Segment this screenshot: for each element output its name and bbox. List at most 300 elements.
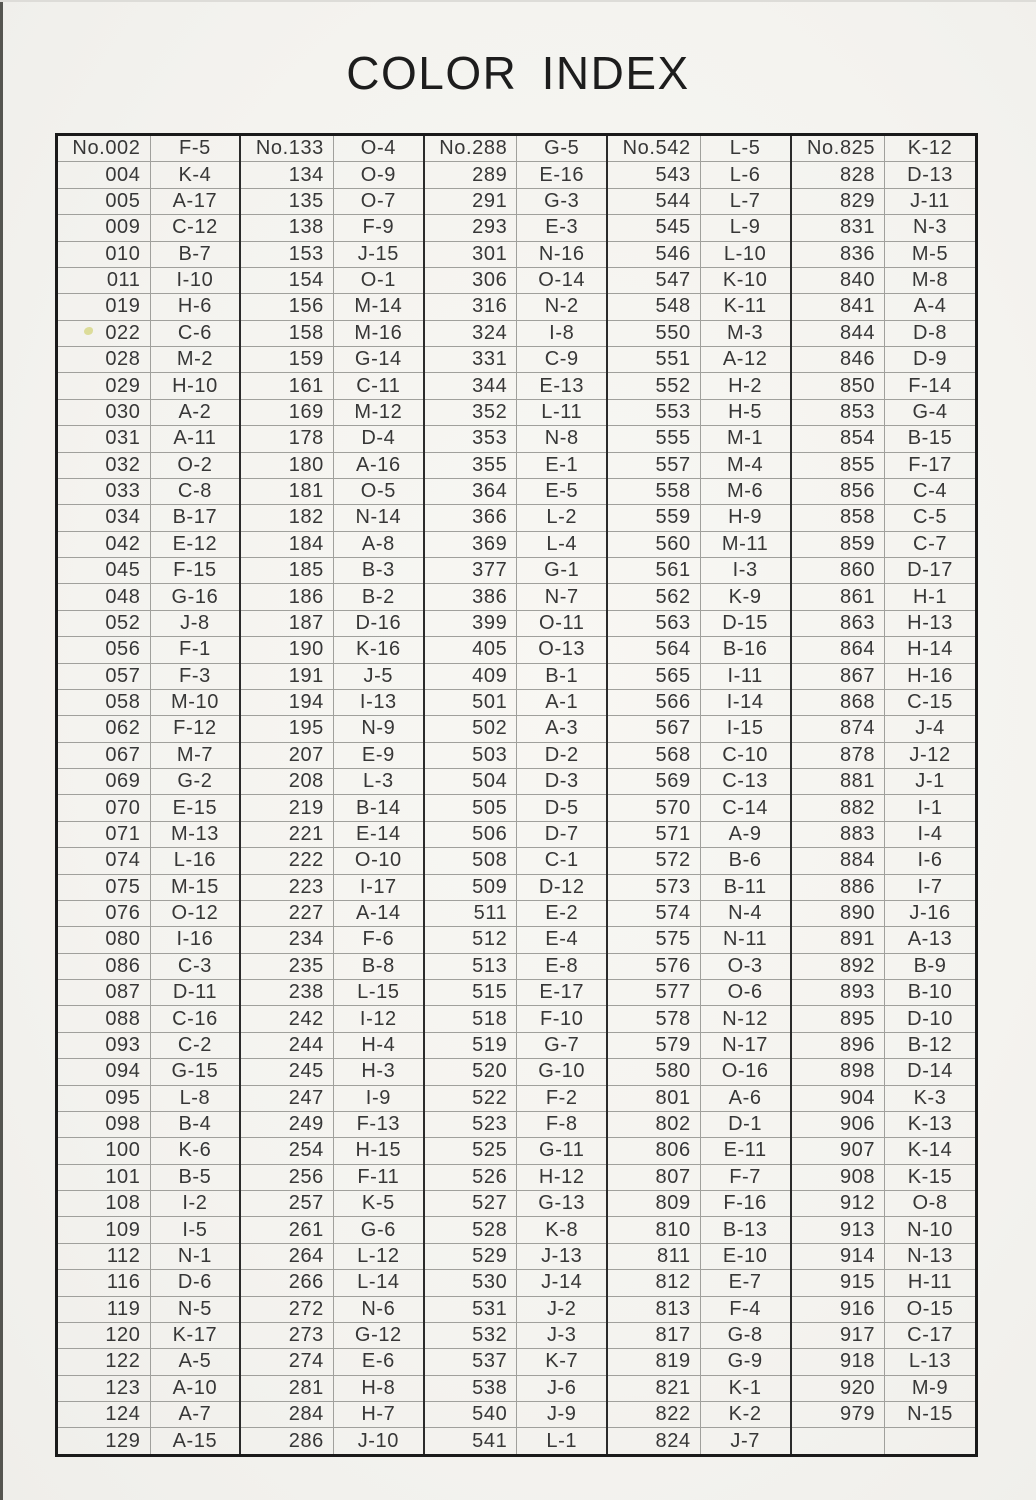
table-row [58, 268, 239, 294]
cell-color-number: 266 [241, 1270, 334, 1295]
table-row [792, 954, 975, 980]
cell-color-number: 898 [792, 1059, 886, 1084]
table-row [241, 690, 422, 716]
cell-color-number: 809 [608, 1191, 701, 1216]
cell-color-code: B-14 [356, 796, 401, 819]
cell-color-number: 274 [241, 1349, 334, 1374]
cell-color-code: D-10 [907, 1007, 953, 1030]
table-row [58, 189, 239, 215]
table-row [608, 795, 789, 821]
cell-color-code: B-2 [361, 585, 395, 608]
table-row [425, 1191, 606, 1217]
cell-color-code: A-16 [356, 453, 401, 476]
cell-color-code: C-2 [177, 1033, 212, 1056]
cell-color-number: 324 [425, 321, 518, 346]
cell-color-code: J-15 [357, 242, 399, 265]
cell-color-code: N-4 [728, 902, 763, 925]
table-row [58, 347, 239, 373]
cell-color-code: E-12 [172, 532, 218, 555]
scan-edge-left [0, 0, 3, 1500]
cell-color-number: 868 [792, 690, 886, 715]
cell-color-number: 301 [425, 242, 518, 267]
cell-color-code: H-10 [172, 374, 218, 397]
cell-color-number: 812 [608, 1270, 701, 1295]
cell-color-code: F-7 [729, 1165, 762, 1188]
cell-color-code: N-5 [177, 1297, 212, 1320]
cell-color-code: A-10 [172, 1376, 218, 1399]
cell-color-code: L-16 [173, 849, 217, 872]
cell-color-code: C-8 [177, 480, 212, 503]
cell-color-number: 538 [425, 1376, 518, 1401]
table-row [58, 1006, 239, 1032]
cell-color-code: I-11 [727, 664, 763, 687]
cell-color-code: H-3 [361, 1060, 396, 1083]
table-row [608, 136, 789, 162]
cell-color-number: 502 [425, 716, 518, 741]
table-row [58, 1112, 239, 1138]
cell-color-code: H-16 [907, 664, 953, 687]
table-row [58, 1349, 239, 1375]
table-row [58, 1270, 239, 1296]
cell-color-code: O-6 [727, 981, 763, 1004]
cell-color-number: 541 [425, 1428, 518, 1453]
table-row [425, 453, 606, 479]
cell-color-code: I-15 [726, 717, 764, 740]
cell-color-code: L-15 [357, 981, 400, 1004]
cell-color-number: 011 [58, 268, 151, 293]
table-row [58, 1033, 239, 1059]
cell-color-code: J-16 [909, 902, 951, 925]
cell-color-code: N-15 [907, 1403, 953, 1426]
table-row [241, 901, 422, 927]
cell-color-code: K-12 [907, 137, 953, 160]
cell-color-code: F-6 [362, 928, 395, 951]
cell-color-number: 057 [58, 664, 151, 689]
table-row [58, 875, 239, 901]
cell-color-code: G-12 [354, 1324, 402, 1347]
cell-color-code: A-1 [545, 691, 579, 714]
cell-color-number: 810 [608, 1217, 701, 1242]
cell-color-number: 353 [425, 426, 518, 451]
table-row [608, 189, 789, 215]
cell-color-number: 546 [608, 242, 701, 267]
cell-color-code: E-1 [545, 453, 579, 476]
cell-color-number: 580 [608, 1059, 701, 1084]
cell-color-code: A-11 [173, 427, 217, 450]
cell-color-number: 824 [608, 1428, 701, 1453]
cell-color-code: F-1 [179, 638, 211, 661]
cell-color-number: 124 [58, 1402, 151, 1427]
cell-color-code: G-1 [544, 559, 580, 582]
cell-color-number: 513 [425, 954, 518, 979]
cell-color-code: N-6 [361, 1297, 396, 1320]
cell-color-code: G-3 [544, 189, 580, 212]
table-row [608, 373, 789, 399]
cell-color-number: 566 [608, 690, 701, 715]
table-row [792, 453, 975, 479]
cell-color-code: E-6 [361, 1350, 395, 1373]
cell-color-code: E-9 [361, 743, 395, 766]
cell-color-number: 281 [241, 1376, 334, 1401]
table-row [58, 1376, 239, 1402]
cell-color-number: 907 [792, 1138, 886, 1163]
table-row [241, 980, 422, 1006]
table-row [425, 321, 606, 347]
cell-color-number: 529 [425, 1244, 518, 1269]
cell-color-code: E-11 [723, 1139, 767, 1162]
cell-color-number: 100 [58, 1138, 151, 1163]
cell-color-number: 579 [608, 1033, 701, 1058]
table-row [792, 162, 975, 188]
table-row [792, 795, 975, 821]
cell-color-number: 208 [241, 769, 334, 794]
cell-color-number: 070 [58, 795, 151, 820]
table-row [241, 769, 422, 795]
table-row [792, 769, 975, 795]
cell-color-number: 509 [425, 875, 518, 900]
cell-color-number: 822 [608, 1402, 701, 1427]
table-row [608, 980, 789, 1006]
table-row [241, 1059, 422, 1085]
cell-color-number: 908 [792, 1165, 886, 1190]
cell-color-number: 238 [241, 980, 334, 1005]
cell-color-code: A-13 [907, 928, 953, 951]
cell-color-code: J-14 [541, 1271, 583, 1294]
table-row [608, 1112, 789, 1138]
cell-color-code: K-2 [728, 1403, 762, 1426]
cell-color-number: 219 [241, 795, 334, 820]
cell-color-number: 836 [792, 242, 886, 267]
cell-color-number: 129 [58, 1428, 151, 1453]
table-row [58, 1323, 239, 1349]
cell-color-code: B-3 [361, 559, 395, 582]
table-row [425, 1217, 606, 1243]
cell-color-code: E-5 [545, 480, 579, 503]
cell-color-code: A-4 [913, 295, 947, 318]
table-row [425, 347, 606, 373]
cell-color-number: 261 [241, 1217, 334, 1242]
cell-color-code: J-3 [546, 1324, 577, 1347]
cell-color-number: 850 [792, 373, 886, 398]
table-row [608, 664, 789, 690]
cell-color-code: I-12 [359, 1007, 397, 1030]
table-row [425, 611, 606, 637]
cell-color-code: G-14 [354, 348, 402, 371]
table-row [425, 268, 606, 294]
table-row [58, 690, 239, 716]
cell-color-code: L-5 [729, 137, 761, 160]
cell-color-code: C-9 [544, 348, 579, 371]
table-row [792, 373, 975, 399]
cell-color-code: D-15 [722, 611, 769, 634]
cell-color-number: 116 [58, 1270, 151, 1295]
cell-color-number: 537 [425, 1349, 518, 1374]
cell-color-number: 010 [58, 242, 151, 267]
table-row [58, 453, 239, 479]
cell-color-code: D-11 [172, 981, 218, 1004]
cell-color-code: K-9 [728, 585, 762, 608]
cell-color-number: 022 [58, 321, 151, 346]
cell-color-number: 180 [241, 453, 334, 478]
cell-color-code [885, 1428, 975, 1453]
table-row [792, 690, 975, 716]
cell-color-number: 058 [58, 690, 151, 715]
cell-color-number: 544 [608, 189, 701, 214]
cell-color-code: J-4 [915, 717, 945, 740]
cell-color-number: 369 [425, 532, 518, 557]
cell-color-number: 004 [58, 162, 151, 187]
table-row [792, 479, 975, 505]
cell-color-code: O-2 [177, 453, 213, 476]
cell-color-number: 019 [58, 294, 151, 319]
cell-color-code: K-17 [172, 1324, 218, 1347]
cell-color-number: 859 [792, 532, 886, 557]
cell-color-code: F-16 [723, 1192, 767, 1215]
table-row [58, 611, 239, 637]
cell-color-code: J-7 [730, 1429, 760, 1452]
table-row [58, 558, 239, 584]
table-row [241, 1033, 422, 1059]
table-row [608, 1033, 789, 1059]
table-row [425, 901, 606, 927]
table-row [608, 1191, 789, 1217]
cell-color-number: 289 [425, 162, 518, 187]
cell-color-code: I-9 [365, 1086, 391, 1109]
table-row [792, 1165, 975, 1191]
table-row [425, 664, 606, 690]
cell-color-code: K-7 [545, 1350, 579, 1373]
table-row [608, 479, 789, 505]
cell-color-number: 515 [425, 980, 518, 1005]
table-row [58, 215, 239, 241]
cell-color-number: 028 [58, 347, 151, 372]
cell-color-number: 519 [425, 1033, 518, 1058]
cell-color-code: E-10 [722, 1244, 768, 1267]
cell-color-code: J-10 [357, 1429, 399, 1452]
cell-color-number: 813 [608, 1297, 701, 1322]
table-row [792, 1428, 975, 1453]
cell-color-number: 181 [241, 479, 334, 504]
cell-color-code: O-14 [538, 269, 586, 292]
table-row [792, 347, 975, 373]
table-row [58, 795, 239, 821]
cell-color-number: 122 [58, 1349, 151, 1374]
cell-color-number: 032 [58, 453, 151, 478]
table-row [792, 215, 975, 241]
cell-color-code: M-2 [176, 348, 214, 371]
table-row [241, 1191, 422, 1217]
table-row [792, 584, 975, 610]
cell-color-number: 979 [792, 1402, 886, 1427]
cell-color-number: 890 [792, 901, 886, 926]
cell-color-code: A-3 [545, 717, 579, 740]
cell-color-number: 547 [608, 268, 701, 293]
table-row [58, 1165, 239, 1191]
cell-color-number: 841 [792, 294, 886, 319]
cell-color-number: 886 [792, 875, 886, 900]
cell-color-number: 306 [425, 268, 518, 293]
table-row [58, 848, 239, 874]
table-row [425, 1376, 606, 1402]
cell-color-number: 242 [241, 1006, 334, 1031]
table-row [792, 1297, 975, 1323]
cell-color-number: 856 [792, 479, 886, 504]
table-row [241, 505, 422, 531]
cell-color-number: 578 [608, 1006, 701, 1031]
cell-color-number: 574 [608, 901, 701, 926]
table-row [792, 1086, 975, 1112]
cell-color-code: I-6 [917, 849, 943, 872]
cell-color-number: 844 [792, 321, 886, 346]
table-row [241, 268, 422, 294]
table-row [608, 1244, 789, 1270]
cell-color-number: 138 [241, 215, 334, 240]
cell-color-code: K-3 [913, 1086, 947, 1109]
cell-color-number: 093 [58, 1033, 151, 1058]
table-row [425, 875, 606, 901]
cell-color-code: E-8 [545, 954, 579, 977]
cell-color-code: F-10 [539, 1007, 584, 1030]
cell-color-number: 352 [425, 400, 518, 425]
cell-color-number: 178 [241, 426, 334, 451]
table-row [241, 1244, 422, 1270]
table-row [425, 189, 606, 215]
cell-color-code: M-16 [354, 321, 403, 344]
table-row [241, 584, 422, 610]
table-row [58, 1244, 239, 1270]
cell-color-number: 511 [425, 901, 518, 926]
cell-color-code: K-1 [728, 1376, 762, 1399]
table-row [241, 927, 422, 953]
cell-color-code: G-4 [912, 400, 948, 423]
cell-color-code: E-14 [356, 822, 401, 845]
cell-color-code: A-5 [178, 1350, 212, 1373]
table-row [58, 1086, 239, 1112]
cell-color-number: 062 [58, 716, 151, 741]
cell-color-code: O-16 [721, 1060, 769, 1083]
cell-color-number: 031 [58, 426, 151, 451]
cell-color-code: F-3 [179, 664, 211, 687]
cell-color-number: 377 [425, 558, 518, 583]
table-row [608, 162, 789, 188]
table-row [241, 795, 422, 821]
table-row [425, 769, 606, 795]
cell-color-code: I-5 [182, 1218, 208, 1241]
cell-color-number: 076 [58, 901, 151, 926]
cell-color-number: 561 [608, 558, 701, 583]
cell-color-number: 098 [58, 1112, 151, 1137]
cell-color-number: No.825 [792, 136, 886, 161]
cell-color-code: D-16 [355, 611, 402, 634]
cell-color-code: L-2 [546, 506, 578, 529]
table-row [792, 980, 975, 1006]
cell-color-number: 194 [241, 690, 334, 715]
cell-color-number: 882 [792, 795, 886, 820]
table-row [792, 1006, 975, 1032]
cell-color-code: G-2 [177, 770, 213, 793]
cell-color-number: 182 [241, 505, 334, 530]
cell-color-code: C-3 [177, 954, 212, 977]
table-row [425, 505, 606, 531]
cell-color-code: M-13 [170, 822, 219, 845]
cell-color-code: F-12 [173, 717, 217, 740]
table-column-group [241, 136, 424, 1454]
table-row [58, 664, 239, 690]
table-row [58, 479, 239, 505]
cell-color-number: 562 [608, 584, 701, 609]
cell-color-code: M-1 [727, 427, 764, 450]
cell-color-code: G-9 [727, 1350, 763, 1373]
cell-color-number: 108 [58, 1191, 151, 1216]
cell-color-number: 518 [425, 1006, 518, 1031]
cell-color-code: L-13 [908, 1350, 952, 1373]
cell-color-code: H-13 [907, 611, 953, 634]
cell-color-code: F-5 [179, 137, 211, 160]
cell-color-code: A-12 [722, 348, 768, 371]
cell-color-number: 052 [58, 611, 151, 636]
cell-color-number: 858 [792, 505, 886, 530]
cell-color-number: 881 [792, 769, 886, 794]
cell-color-code: J-1 [915, 770, 945, 793]
cell-color-code: J-12 [909, 743, 951, 766]
table-row [241, 1165, 422, 1191]
table-row [58, 901, 239, 927]
table-row [425, 558, 606, 584]
table-row [425, 215, 606, 241]
table-row [241, 1006, 422, 1032]
cell-color-number: 915 [792, 1270, 886, 1295]
cell-color-number: 520 [425, 1059, 518, 1084]
cell-color-code: O-7 [360, 189, 396, 212]
cell-color-code: O-8 [912, 1192, 948, 1215]
cell-color-number: 801 [608, 1086, 701, 1111]
table-row [608, 294, 789, 320]
cell-color-code: H-4 [361, 1033, 396, 1056]
table-row [425, 743, 606, 769]
cell-color-code: F-15 [173, 559, 217, 582]
cell-color-code: C-17 [907, 1324, 953, 1347]
cell-color-number: 086 [58, 954, 151, 979]
table-row [792, 1376, 975, 1402]
cell-color-number: 806 [608, 1138, 701, 1163]
table-row [58, 980, 239, 1006]
cell-color-number: 254 [241, 1138, 334, 1163]
table-row [425, 400, 606, 426]
cell-color-code: J-5 [363, 664, 394, 687]
cell-color-code: D-6 [177, 1271, 212, 1294]
cell-color-code: I-7 [917, 875, 943, 898]
cell-color-number: 291 [425, 189, 518, 214]
cell-color-code: N-13 [907, 1244, 953, 1267]
cell-color-number: 878 [792, 743, 886, 768]
table-row [608, 637, 789, 663]
cell-color-number: 056 [58, 637, 151, 662]
cell-color-number: 528 [425, 1217, 518, 1242]
cell-color-number: 527 [425, 1191, 518, 1216]
table-row [241, 1297, 422, 1323]
cell-color-code: F-8 [545, 1113, 578, 1136]
cell-color-number: 508 [425, 848, 518, 873]
cell-color-number: 916 [792, 1297, 886, 1322]
cell-color-code: D-14 [907, 1060, 953, 1083]
table-row [425, 584, 606, 610]
table-row [608, 1086, 789, 1112]
cell-color-code: M-15 [170, 875, 219, 898]
cell-color-number: 501 [425, 690, 518, 715]
table-row [792, 1270, 975, 1296]
cell-color-code: H-5 [728, 400, 763, 423]
cell-color-code: E-16 [539, 163, 585, 186]
